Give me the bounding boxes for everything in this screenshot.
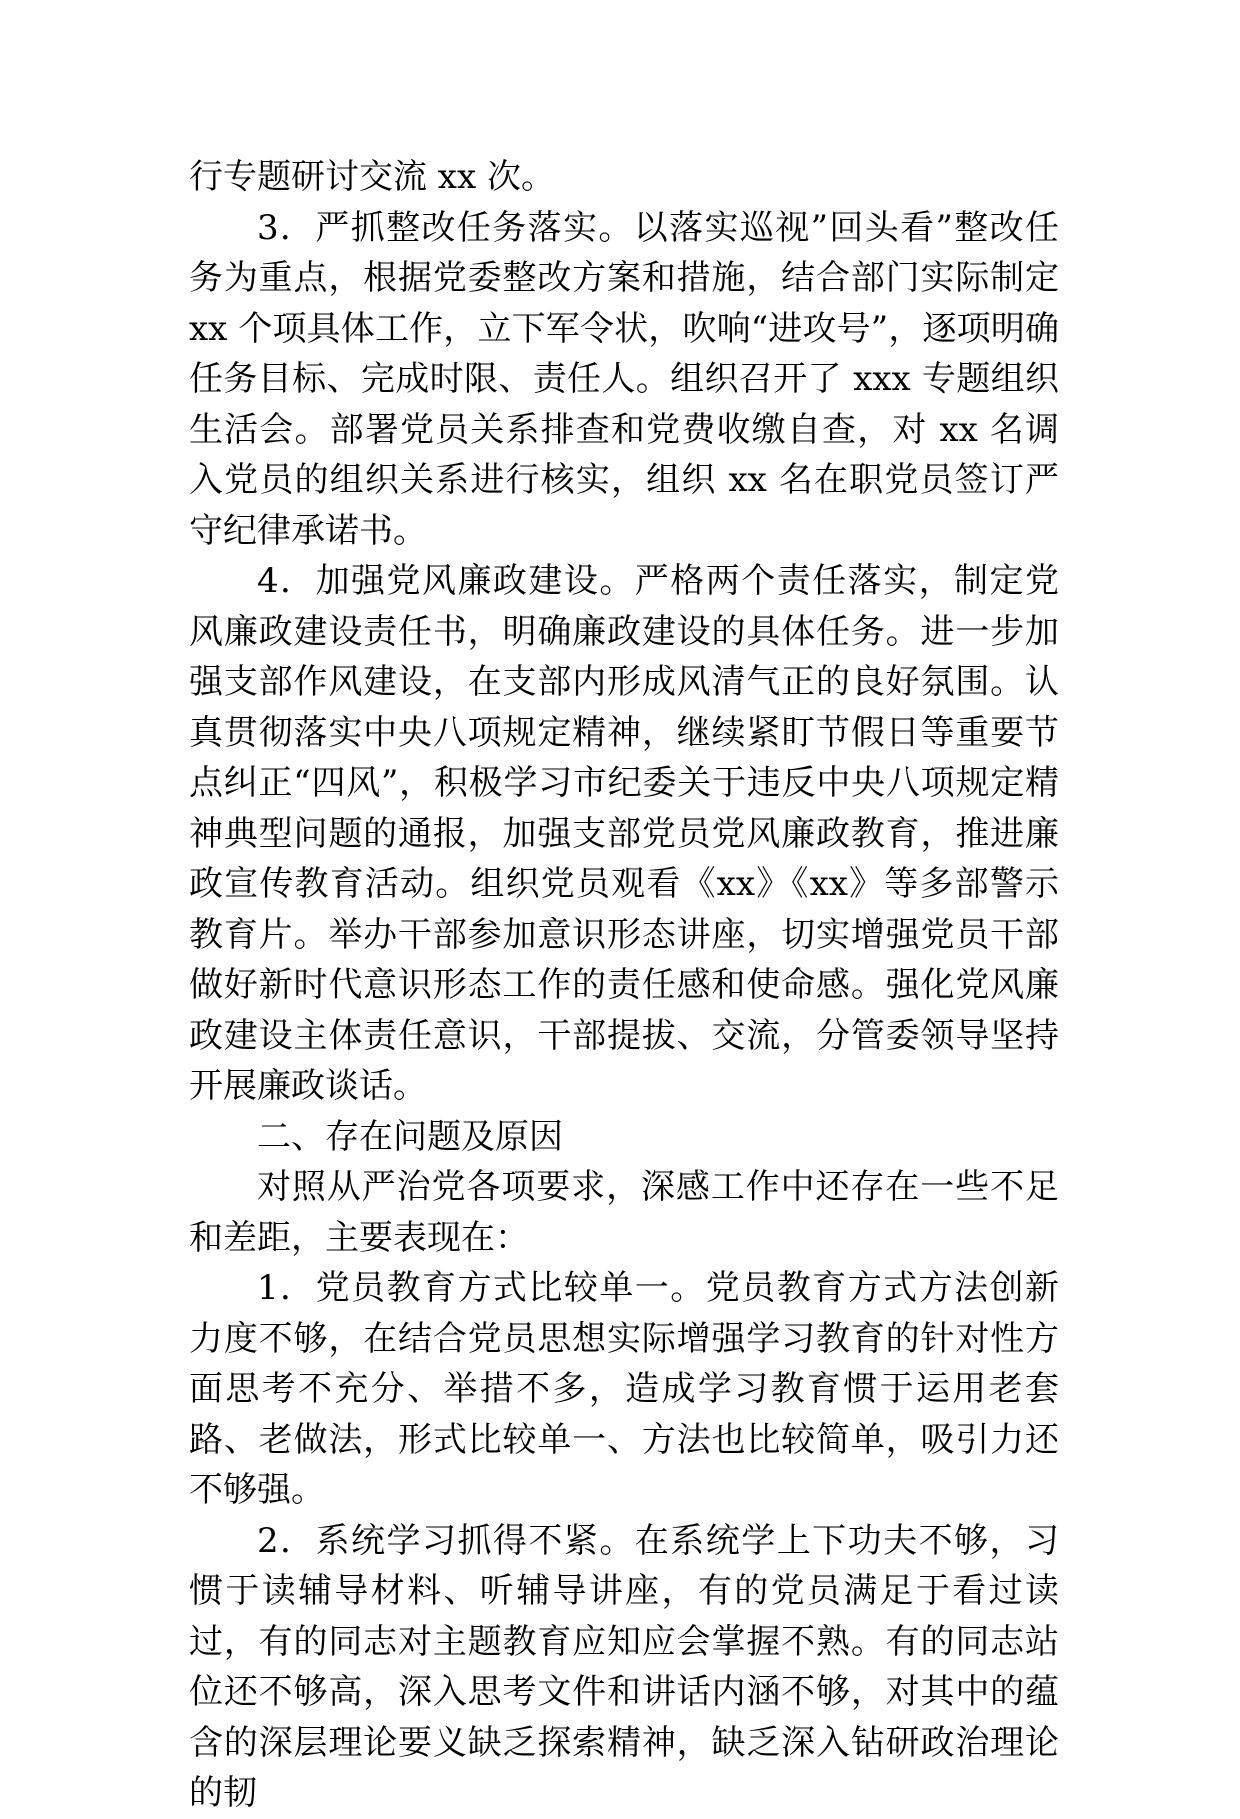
paragraph-problem-2: 2．系统学习抓得不紧。在系统学上下功夫不够，习惯于读辅导材料、听辅导讲座，有的党员满足于看过读过，有的同志对主题教育应知应会掌握不熟。有的同志站位还不够高，深入思考文件和讲话内涵不够，对其中的蕴含的深层理论要义缺乏探索精神，缺乏深入钻研政治理论的韧 [189,1520,1059,1813]
paragraph-item-4: 4．加强党风廉政建设。严格两个责任落实，制定党风廉政建设责任书，明确廉政建设的具体任务。进一步加强支部作风建设，在支部内形成风清气正的良好氛围。认真贯彻落实中央八项规定精神，继续紧盯节假日等重要节点纠正“四风”，积极学习市纪委关于违反中央八项规定精神典型问题的通报，加强支部党员党风廉政教育，推进廉政宣传教育活动。组织党员观看《xx》《xx》等多部警示教育片。举办干部参加意识形态讲座，切实增强党员干部做好新时代意识形态工作的责任感和使命感。强化党风廉政建设主体责任意识，干部提拔、交流，分管委领导坚持开展廉政谈话。 [189,561,1059,1106]
document-page [189,152,1059,1819]
paragraph-continuation: 行专题研讨交流 xx 次。 [189,157,555,197]
paragraph-intro: 对照从严治党各项要求，深感工作中还存在一些不足和差距，主要表现在： [189,1167,1059,1258]
paragraph-item-3: 3．严抓整改任务落实。以落实巡视”回头看”整改任务为重点，根据党委整改方案和措施，结合部门实际制定 xx 个项具体工作，立下军令状，吹响“进攻号”，逐项明确任务目标、完成时限、责任人。组织召开了 xxx 专题组织生活会。部署党员关系排查和党费收缴自查，对 xx 名调入党员的组织关系进行核实，组织 xx 名在职党员签订严守纪律承诺书。 [189,207,1059,551]
section-heading: 二、存在问题及原因 [257,1116,563,1157]
paragraph-problem-1: 1．党员教育方式比较单一。党员教育方式方法创新力度不够，在结合党员思想实际增强学习教育的针对性方面思考不充分、举措不多，造成学习教育惯于运用老套路、老做法，形式比较单一、方法也比较简单，吸引力还不够强。 [189,1268,1059,1510]
